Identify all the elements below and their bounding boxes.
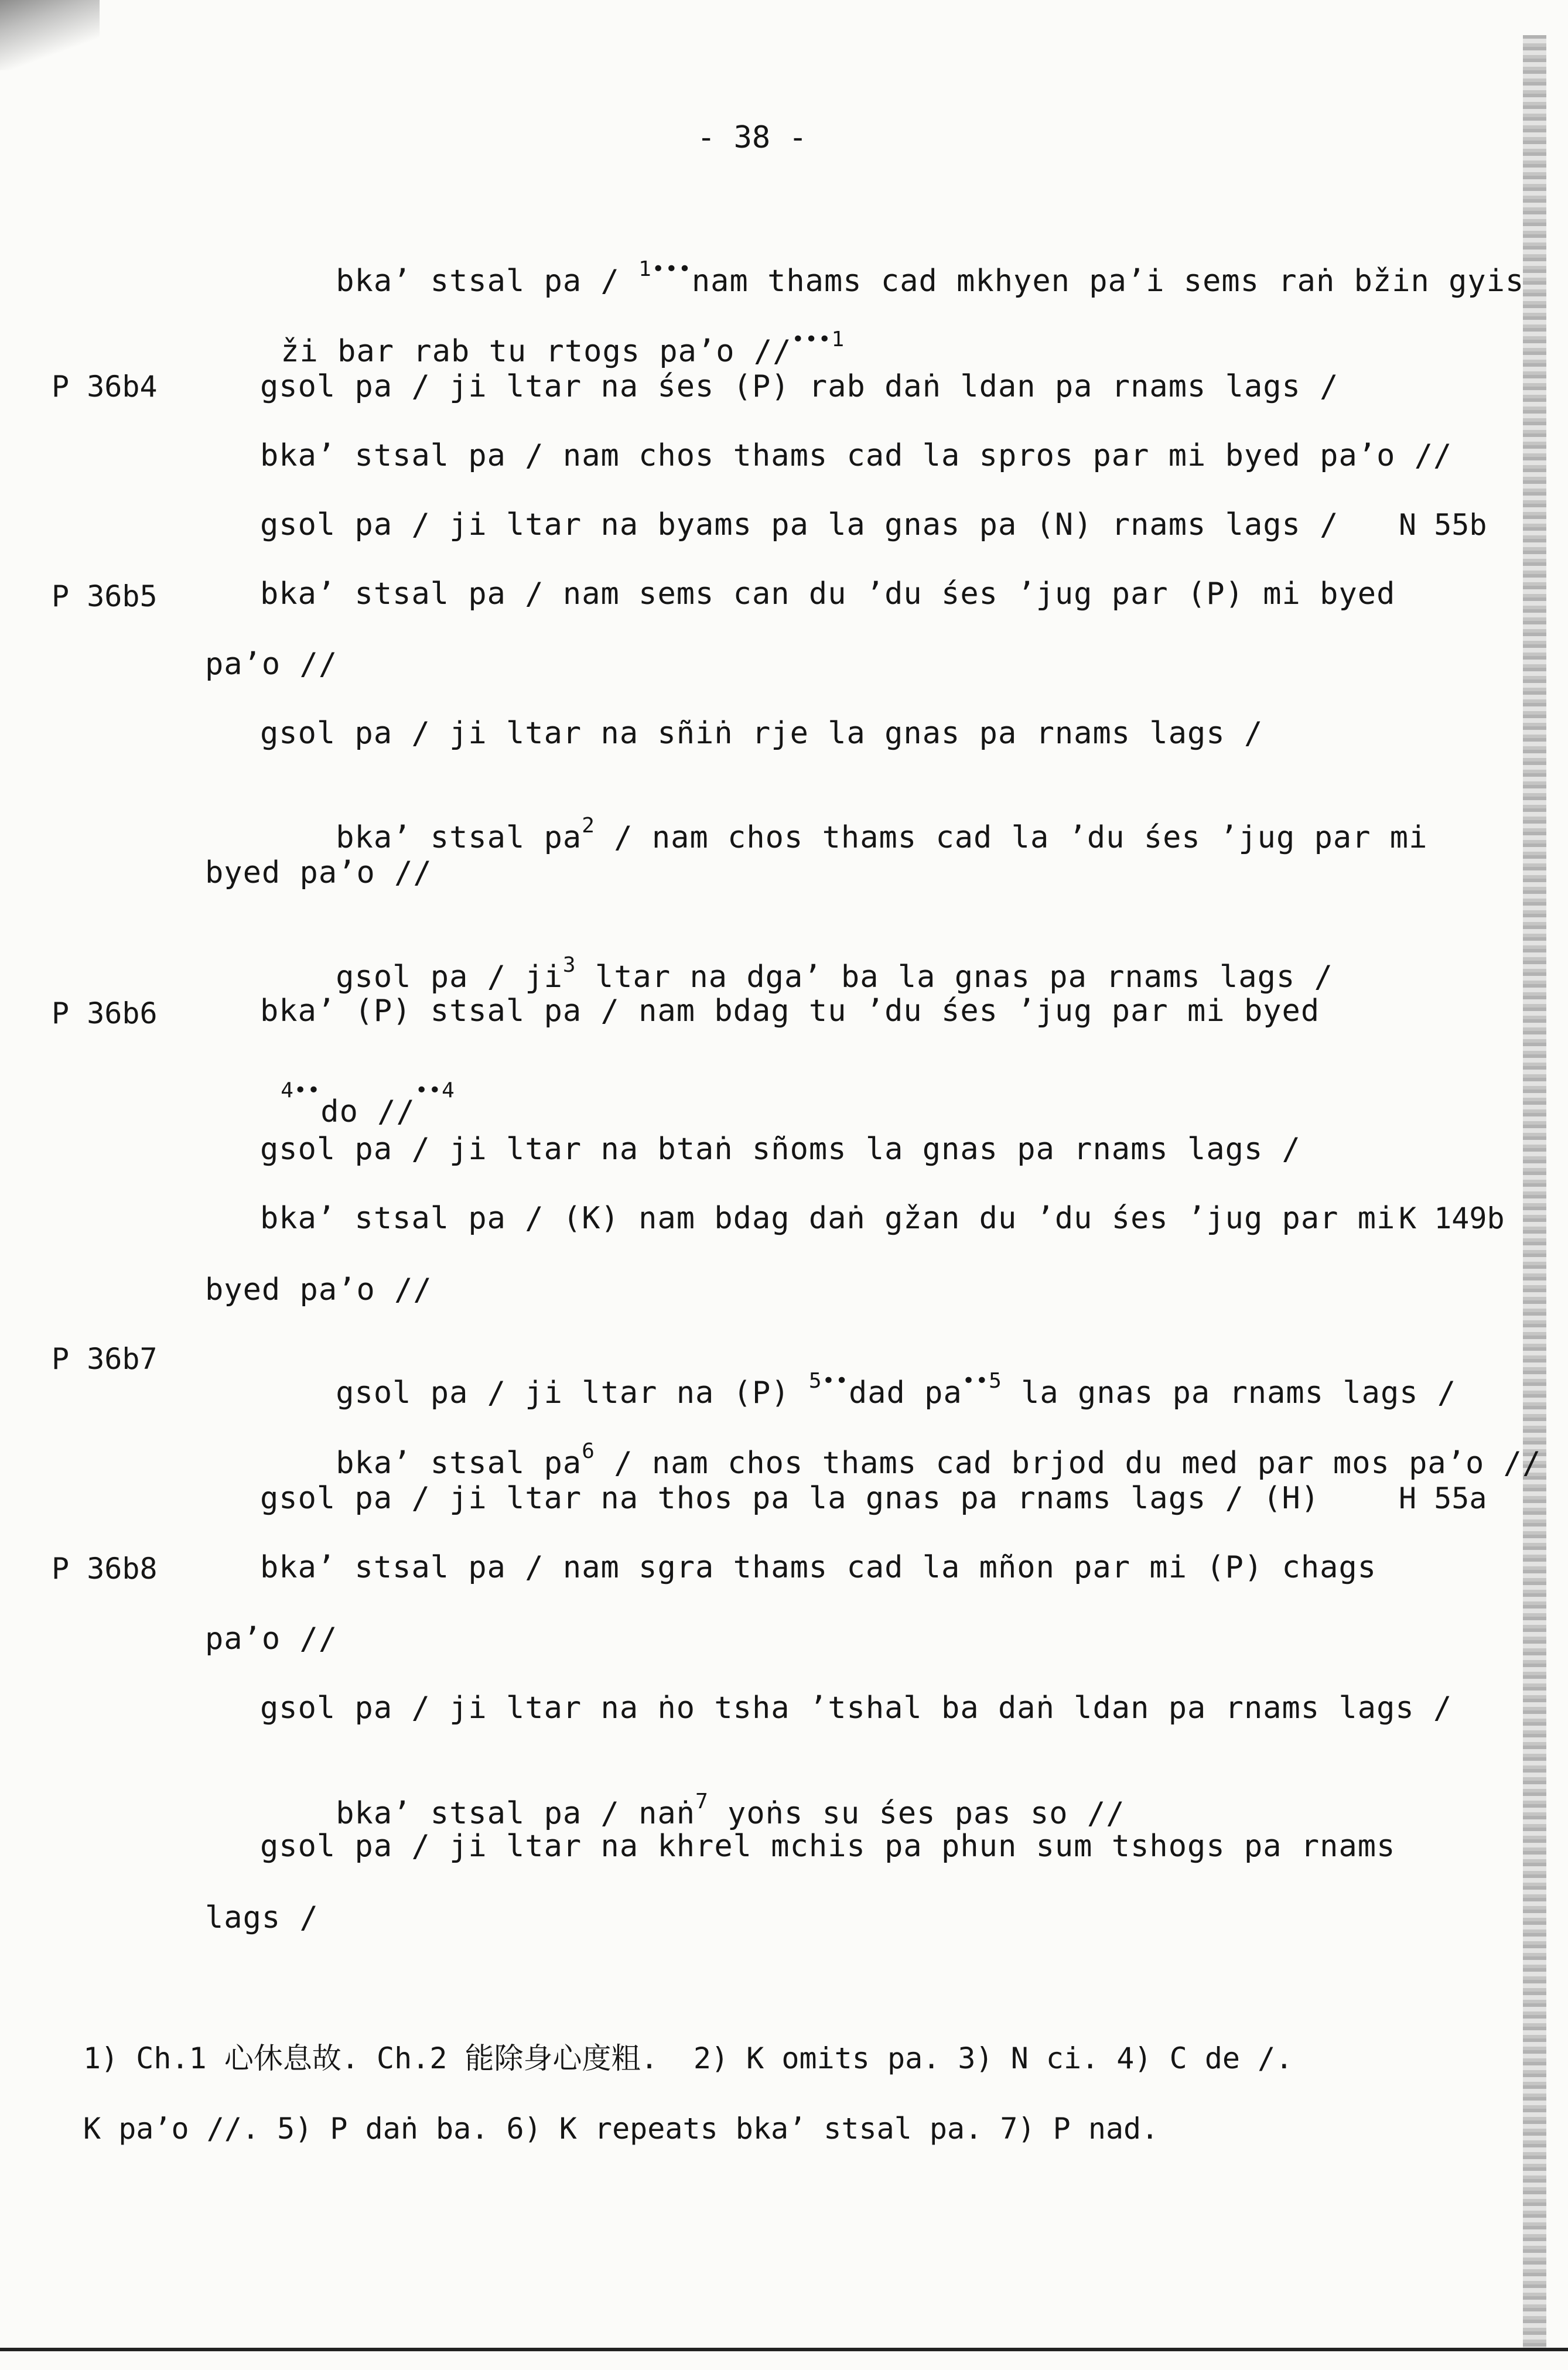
text-segment: bkaʼ stsal pa / naṅ (336, 1796, 696, 1831)
footnote-marker: ••5 (962, 1369, 1002, 1393)
text-line-14: gsol pa / ji ltar na btaṅ sñoms la gnas pa rnams lags / (260, 1132, 1301, 1167)
footnote-marker: 5•• (808, 1369, 849, 1393)
text-line-3: gsol pa / ji ltar na śes (P) rab daṅ ldan pa rnams lags / (260, 369, 1339, 404)
text-line-9 (260, 785, 1427, 894)
text-segment: gsol pa / ji ltar na (P) (336, 1375, 809, 1411)
text-line-12: bkaʼ (P) stsal pa / nam bdag tu ʼdu śes ʼjug par mi byed (260, 993, 1320, 1029)
text-segment: / nam chos thams cad brjod du med par mos paʼo // (595, 1446, 1542, 1481)
text-line-20: bkaʼ stsal pa / nam sgra thams cad la mñon par mi (P) chags (260, 1550, 1377, 1585)
text-line-8: gsol pa / ji ltar na sñiṅ rje la gnas pa rnams lags / (260, 716, 1263, 751)
text-line-24: gsol pa / ji ltar na khrel mchis pa phun sum tshogs pa rnams (260, 1829, 1396, 1864)
footnote-marker: 3 (562, 953, 576, 977)
text-line-16: byed paʼo // (205, 1272, 432, 1307)
footnote-marker: ••4 (415, 1078, 455, 1102)
text-segment: dad pa (848, 1375, 962, 1411)
text-segment: la gnas pa rnams lags / (1002, 1375, 1457, 1411)
footnote-marker: 7 (695, 1790, 709, 1814)
text-line-25: lags / (205, 1900, 319, 1935)
text-segment: bkaʼ stsal pa (336, 1446, 582, 1481)
footnote-line-1: 1) Ch.1 心休息故. Ch.2 能除身心度粗. 2) K omits pa. 3) N ci. 4) C de /. (83, 2041, 1293, 2075)
margin-ref-left: P 36b4 (52, 370, 158, 404)
text-segment: ži bar rab tu rtogs paʼo // (281, 334, 792, 369)
scan-corner-shadow (0, 0, 100, 70)
text-segment: / nam chos thams cad la ʼdu śes ʼjug par mi (595, 820, 1428, 855)
text-line-5: gsol pa / ji ltar na byams pa la gnas pa (N) rnams lags / (260, 507, 1339, 542)
text-segment: do // (320, 1094, 415, 1129)
footnote-line-2: K paʼo //. 5) P daṅ ba. 6) K repeats bkaʼ stsal pa. 7) P nad. (83, 2112, 1159, 2146)
text-line-4: bkaʼ stsal pa / nam chos thams cad la spros par mi byed paʼo // (260, 438, 1453, 473)
footnote-marker: •••1 (791, 327, 845, 351)
margin-ref-left: P 36b5 (52, 579, 158, 613)
footnote-marker: 1••• (638, 257, 692, 281)
scan-bottom-edge (0, 2348, 1568, 2351)
text-line-22: gsol pa / ji ltar na ṅo tsha ʼtshal ba daṅ ldan pa rnams lags / (260, 1691, 1453, 1726)
margin-ref-left: P 36b8 (52, 1552, 158, 1586)
margin-ref-left: P 36b7 (52, 1342, 158, 1376)
margin-ref-right: K 149b (1399, 1201, 1505, 1235)
margin-ref-left: P 36b6 (52, 996, 158, 1030)
text-segment: yoṅs su śes pas so // (708, 1796, 1125, 1831)
text-segment: ltar na dgaʼ ba la gnas pa rnams lags / (576, 959, 1333, 995)
text-line-15: bkaʼ stsal pa / (K) nam bdag daṅ gžan du ʼdu śes ʼjug par mi (260, 1201, 1396, 1236)
text-line-10: byed paʼo // (205, 855, 432, 890)
margin-ref-right: N 55b (1399, 508, 1487, 542)
page-number: - 38 - (697, 120, 807, 155)
margin-ref-right: H 55a (1399, 1481, 1487, 1515)
footnote-marker: 6 (582, 1439, 595, 1463)
footnote-marker: 2 (582, 814, 595, 838)
text-line-6: bkaʼ stsal pa / nam sems can du ʼdu śes ʼjug par (P) mi byed (260, 576, 1396, 612)
text-segment: bkaʼ stsal pa / (336, 264, 639, 299)
text-segment: nam thams cad mkhyen paʼi sems raṅ bžin gyis (691, 264, 1525, 299)
text-segment: bkaʼ stsal pa (336, 820, 582, 855)
text-line-21: paʼo // (205, 1621, 338, 1657)
text-segment: gsol pa / ji (336, 959, 563, 995)
scan-binding-edge (1523, 35, 1546, 2349)
text-line-7: paʼo // (205, 647, 338, 682)
text-line-19: gsol pa / ji ltar na thos pa la gnas pa rnams lags / (H) (260, 1481, 1320, 1516)
footnote-marker: 4•• (281, 1078, 321, 1102)
